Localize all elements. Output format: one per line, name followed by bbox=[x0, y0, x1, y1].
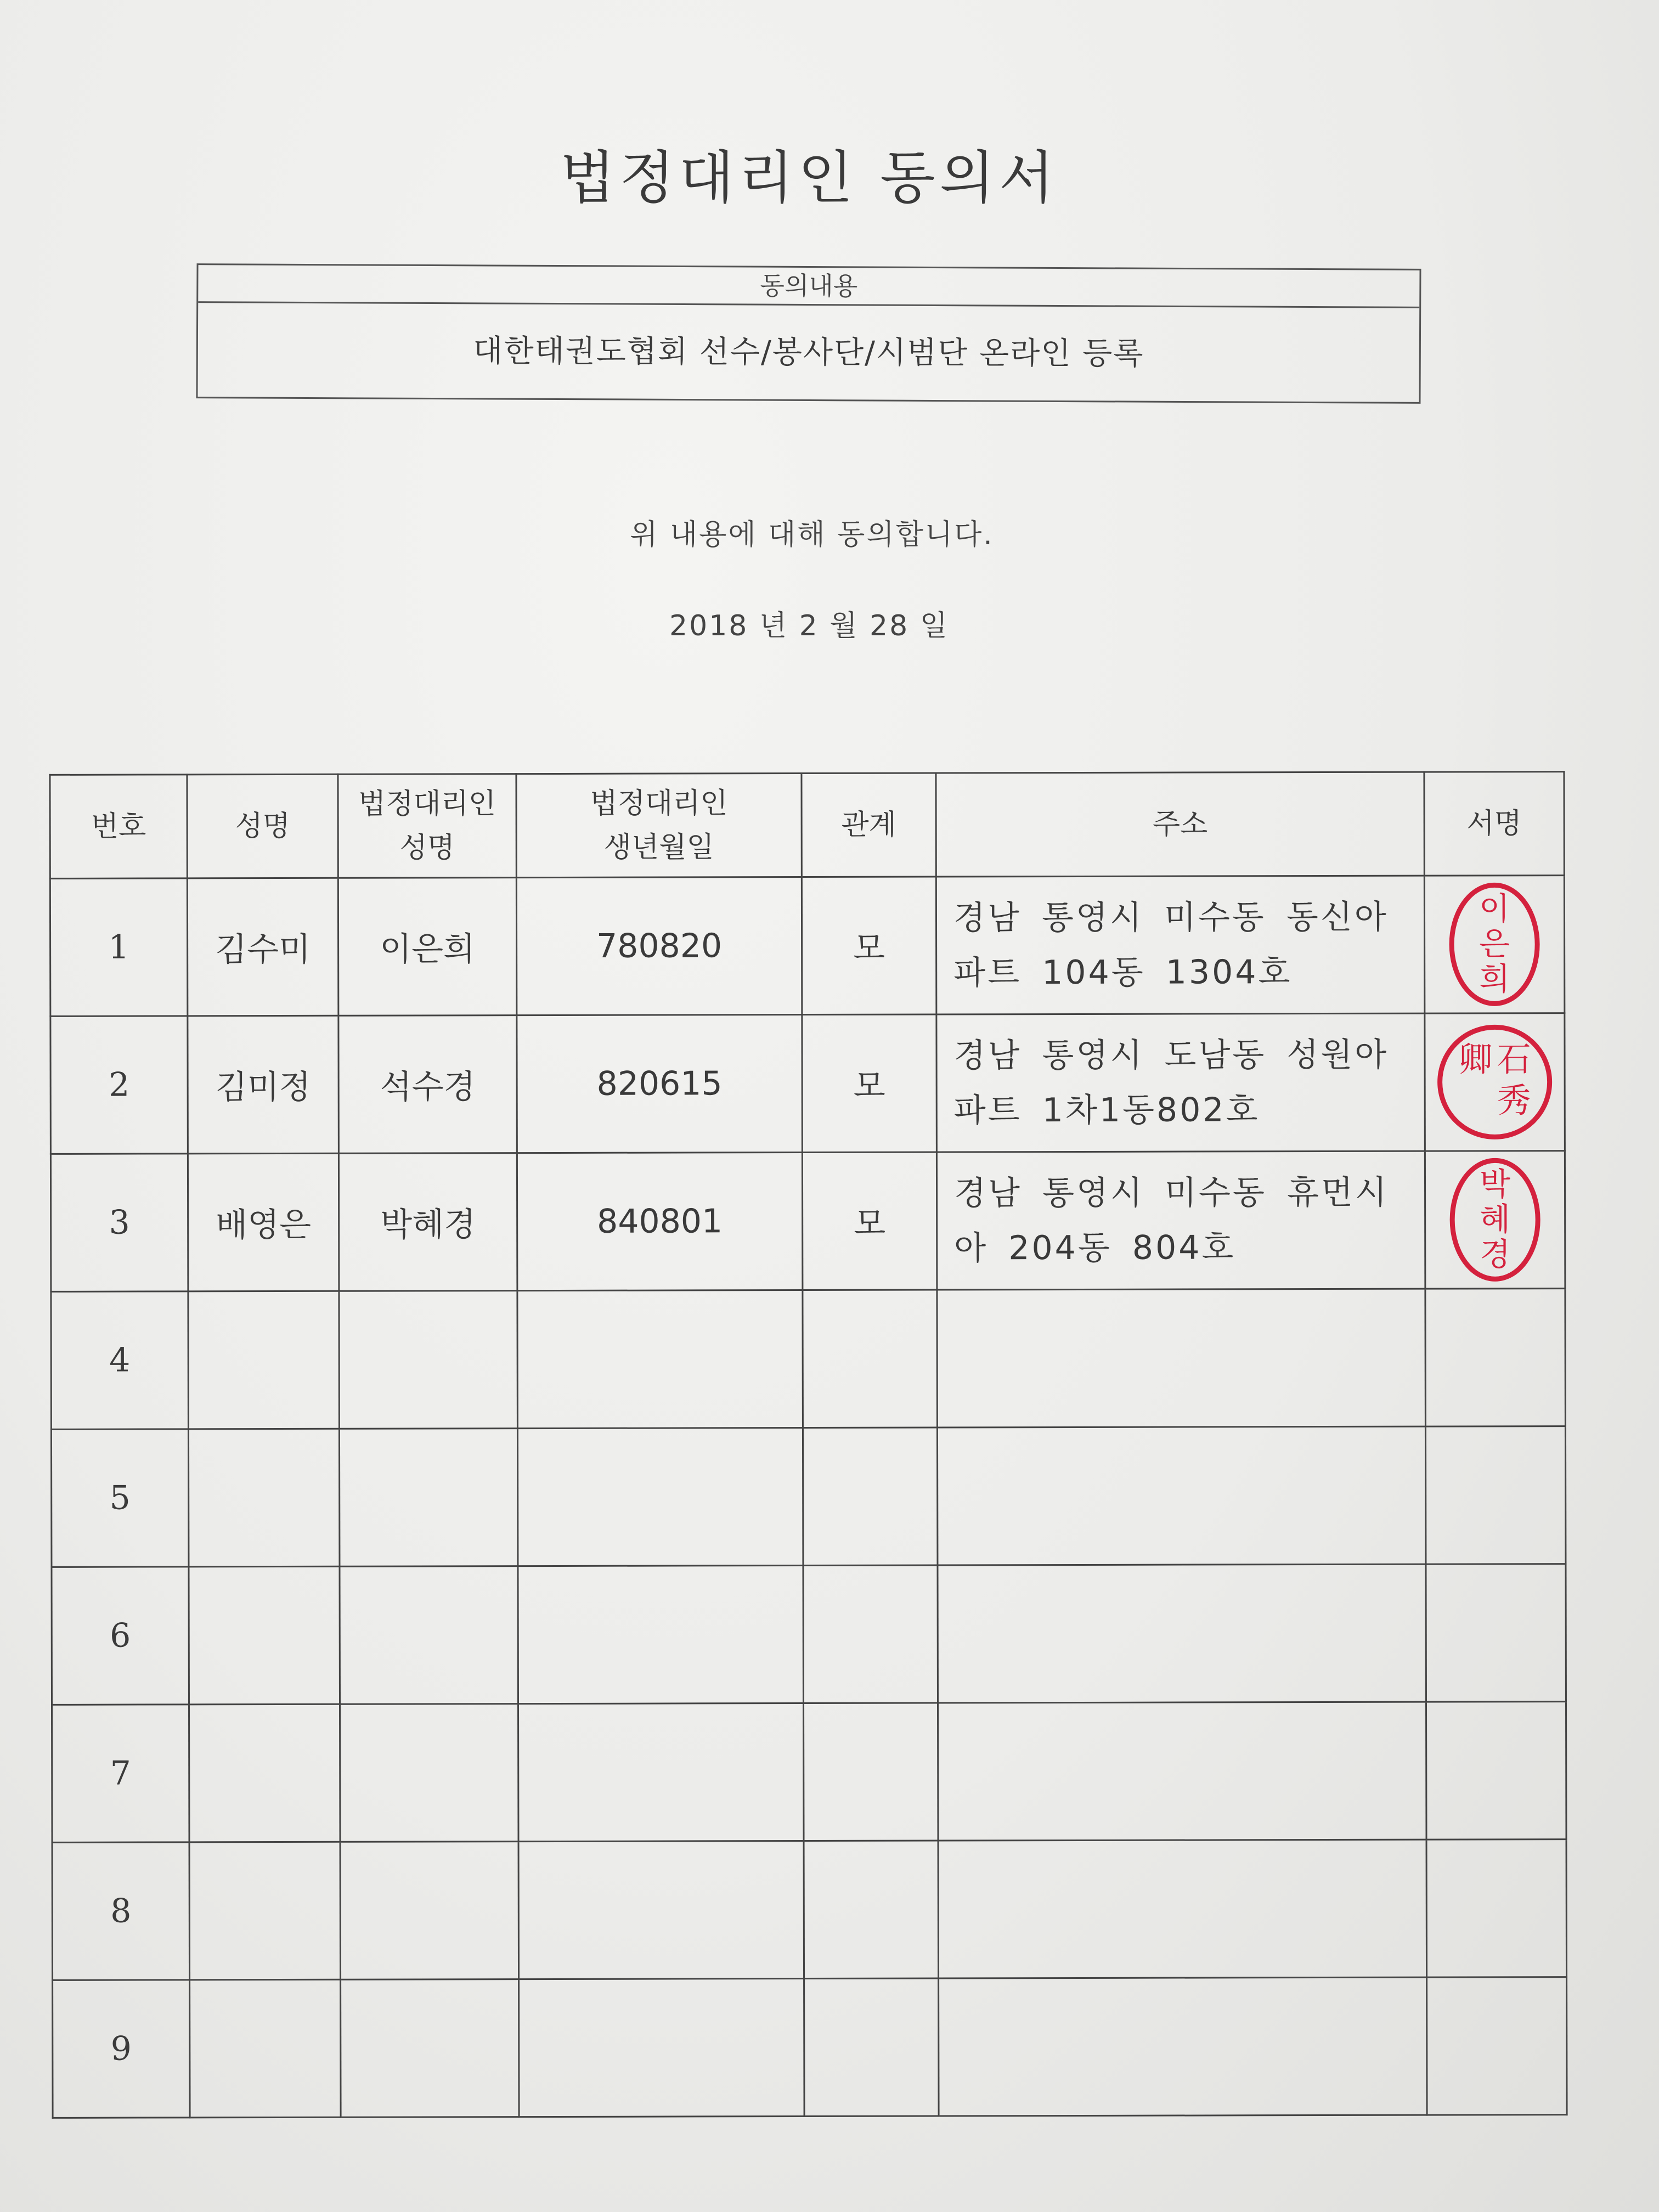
table-row bbox=[50, 1013, 1565, 1154]
seal-text bbox=[1494, 1007, 1495, 1008]
cell-guardian-birth: 840801 bbox=[517, 1153, 803, 1291]
table-row bbox=[53, 1977, 1567, 2118]
cell-address bbox=[939, 1977, 1427, 2116]
cell-signature bbox=[1425, 1013, 1565, 1152]
document-title: 법정대리인 동의서 bbox=[560, 144, 1059, 211]
table-row bbox=[52, 1564, 1566, 1705]
cell-guardian-birth: 820615 bbox=[517, 1015, 803, 1153]
document-date: 2018 년 2 월 28 일 bbox=[669, 610, 949, 642]
cell-name bbox=[188, 1291, 340, 1429]
cell-guardian-birth bbox=[518, 1566, 804, 1704]
guardian-table bbox=[49, 771, 1567, 2119]
consent-content-body: 대한태권도협회 선수/봉사단/시범단 온라인 등록 bbox=[473, 333, 1144, 372]
cell-address bbox=[937, 1426, 1426, 1565]
cell-name bbox=[188, 1429, 340, 1567]
cell-no: 1 bbox=[50, 878, 188, 1017]
cell-guardian-birth bbox=[517, 1290, 803, 1429]
cell-guardian-birth: 780820 bbox=[516, 877, 802, 1015]
table-row bbox=[52, 1702, 1567, 1843]
cell-guardian-name bbox=[340, 1566, 518, 1705]
cell-name: 김수미 bbox=[187, 878, 338, 1016]
signature-seal-stamp bbox=[1437, 1019, 1552, 1145]
cell-address: 경남 통영시 미수동 동신아파트 104동 1304호 bbox=[936, 876, 1425, 1014]
cell-address bbox=[937, 1289, 1426, 1427]
cell-name: 배영은 bbox=[188, 1153, 339, 1291]
table-row bbox=[51, 1426, 1566, 1567]
cell-no: 2 bbox=[50, 1016, 188, 1154]
cell-address bbox=[938, 1564, 1426, 1703]
cell-signature bbox=[1425, 1426, 1566, 1565]
header-no: 번호 bbox=[50, 775, 187, 879]
cell-no: 9 bbox=[53, 1980, 190, 2118]
svg-text:은: 은 bbox=[1479, 925, 1510, 963]
cell-guardian-name: 박혜경 bbox=[338, 1153, 517, 1291]
cell-guardian-name bbox=[339, 1429, 518, 1567]
svg-text:이: 이 bbox=[1479, 890, 1510, 928]
svg-text:희: 희 bbox=[1479, 960, 1510, 998]
cell-relation bbox=[803, 1290, 938, 1428]
header-guardian-name: 법정대리인 성명 bbox=[338, 774, 516, 878]
consent-content-box bbox=[196, 263, 1421, 404]
consent-content-header: 동의내용 bbox=[198, 265, 1419, 308]
cell-guardian-name bbox=[340, 1704, 518, 1842]
cell-signature bbox=[1427, 1977, 1567, 2115]
svg-text:卿: 卿 bbox=[1458, 1039, 1493, 1080]
cell-no: 4 bbox=[51, 1291, 189, 1430]
svg-text:혜: 혜 bbox=[1480, 1200, 1511, 1238]
cell-no: 5 bbox=[51, 1429, 189, 1567]
seal-text bbox=[1495, 1145, 1496, 1146]
signature-seal-stamp bbox=[1437, 1156, 1553, 1283]
header-relation: 관계 bbox=[802, 773, 936, 877]
cell-guardian-birth bbox=[517, 1428, 803, 1566]
cell-signature bbox=[1426, 1702, 1566, 1840]
agreement-statement: 위 내용에 대해 동의합니다. bbox=[630, 518, 994, 551]
cell-address: 경남 통영시 미수동 휴먼시아 204동 804호 bbox=[936, 1151, 1425, 1290]
signature-seal-stamp bbox=[1437, 881, 1552, 1007]
cell-relation bbox=[803, 1427, 938, 1566]
cell-relation bbox=[803, 1703, 938, 1841]
svg-text:박: 박 bbox=[1479, 1165, 1511, 1203]
cell-signature bbox=[1424, 876, 1565, 1014]
cell-name bbox=[189, 1842, 341, 1980]
cell-guardian-name: 이은희 bbox=[338, 878, 517, 1016]
header-address: 주소 bbox=[936, 772, 1424, 877]
cell-name bbox=[189, 1566, 340, 1705]
cell-relation: 모 bbox=[802, 1152, 937, 1290]
cell-guardian-birth bbox=[518, 1703, 804, 1842]
cell-guardian-name: 석수경 bbox=[338, 1015, 517, 1154]
cell-guardian-name bbox=[339, 1291, 518, 1429]
table-header-row bbox=[50, 772, 1564, 879]
svg-text:秀: 秀 bbox=[1497, 1080, 1531, 1121]
cell-signature bbox=[1426, 1564, 1566, 1702]
cell-relation: 모 bbox=[802, 1014, 937, 1153]
cell-guardian-birth bbox=[519, 1979, 805, 2117]
cell-address: 경남 통영시 도남동 성원아파트 1차1동802호 bbox=[936, 1013, 1425, 1152]
header-signature: 서명 bbox=[1424, 772, 1564, 876]
cell-relation bbox=[803, 1565, 938, 1703]
cell-signature bbox=[1425, 1289, 1566, 1427]
cell-no: 8 bbox=[52, 1842, 190, 1980]
cell-name bbox=[189, 1704, 341, 1842]
cell-no: 6 bbox=[52, 1567, 189, 1705]
cell-signature bbox=[1426, 1839, 1567, 1978]
cell-name: 김미정 bbox=[188, 1015, 339, 1154]
table-row bbox=[50, 876, 1565, 1017]
cell-guardian-name bbox=[341, 1979, 520, 2118]
table-row bbox=[51, 1289, 1566, 1430]
cell-no: 3 bbox=[50, 1154, 188, 1292]
cell-no: 7 bbox=[52, 1705, 190, 1843]
table-row bbox=[50, 1151, 1565, 1292]
cell-name bbox=[190, 1979, 341, 2118]
header-guardian-birth: 법정대리인 생년월일 bbox=[516, 774, 802, 878]
cell-address bbox=[938, 1702, 1426, 1841]
cell-address bbox=[938, 1839, 1427, 1978]
cell-guardian-name bbox=[340, 1842, 519, 1980]
cell-relation: 모 bbox=[802, 877, 936, 1015]
cell-relation bbox=[804, 1841, 939, 1979]
svg-text:경: 경 bbox=[1480, 1235, 1511, 1273]
cell-guardian-birth bbox=[518, 1841, 804, 1979]
cell-signature bbox=[1425, 1151, 1565, 1289]
svg-text:石: 石 bbox=[1497, 1039, 1531, 1080]
guardian-table-wrap bbox=[49, 771, 1566, 2113]
table-row bbox=[52, 1839, 1567, 1980]
header-name: 성명 bbox=[187, 774, 338, 878]
cell-relation bbox=[804, 1978, 939, 2117]
